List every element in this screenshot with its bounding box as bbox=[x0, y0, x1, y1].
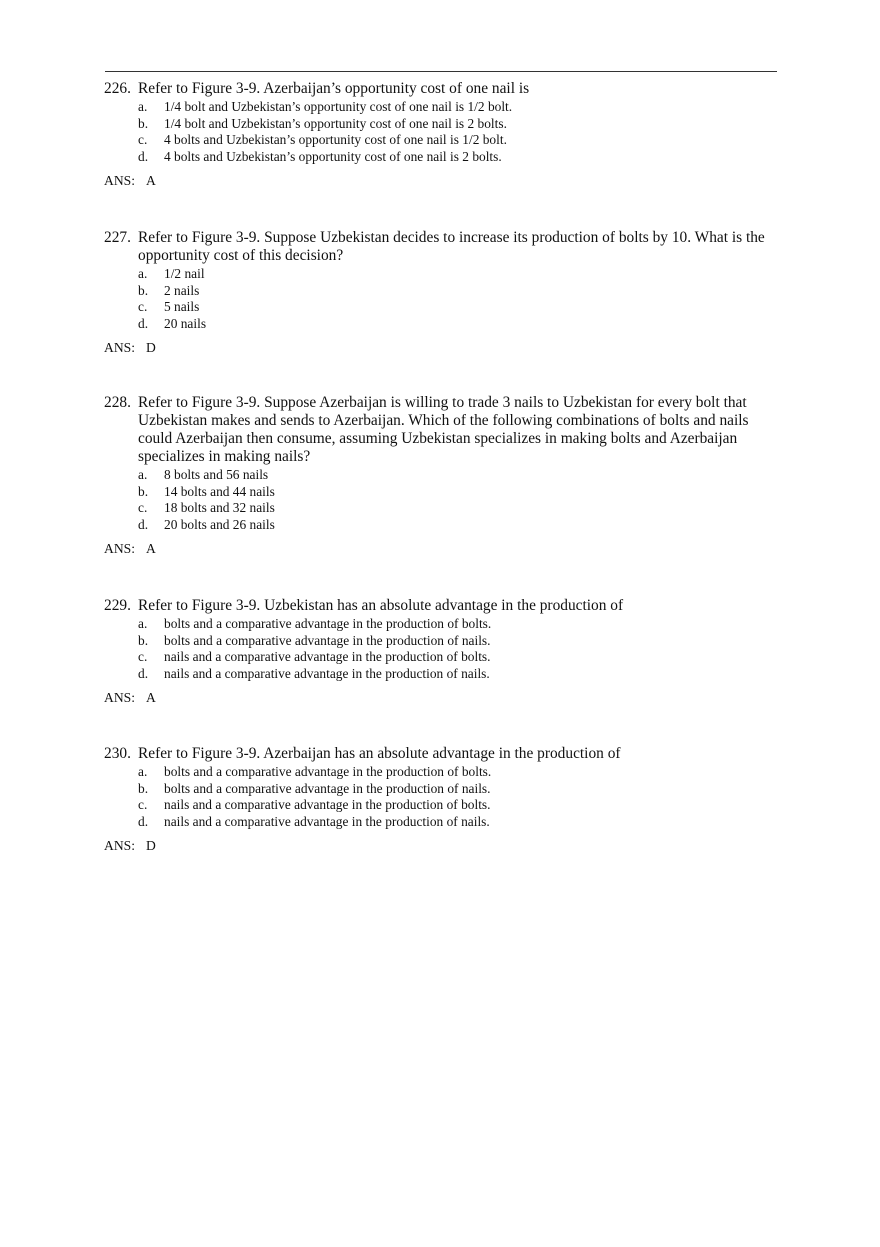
question-230 bbox=[104, 745, 776, 854]
option-a bbox=[138, 266, 776, 283]
option-b bbox=[138, 116, 776, 133]
answer-value: A bbox=[146, 173, 156, 188]
question-stem bbox=[104, 394, 776, 466]
question-stem bbox=[104, 745, 776, 763]
question-text: Refer to Figure 3-9. Azerbaijan’s opportunity cost of one nail is bbox=[138, 80, 530, 97]
option-list bbox=[138, 467, 776, 533]
answer-label: ANS: bbox=[104, 340, 135, 355]
option-text: 1/2 nail bbox=[164, 266, 205, 281]
answer-line bbox=[104, 838, 776, 854]
answer-value: D bbox=[146, 340, 156, 355]
question-text: Refer to Figure 3-9. Suppose Azerbaijan is willing to trade 3 nails to Uzbekistan for every bolt that Uzbekistan makes and sends to Azerbaijan. Which of the following combinations of bolts and nails could Azerbaijan then consume, assuming Uzbekistan specializes in making bolts and Azerbaijan specializes in making nails? bbox=[138, 394, 749, 465]
option-label: c. bbox=[138, 299, 148, 314]
question-number: 229. bbox=[104, 597, 131, 614]
option-a bbox=[138, 467, 776, 484]
option-d bbox=[138, 316, 776, 333]
option-text: 18 bolts and 32 nails bbox=[164, 500, 275, 515]
option-label: b. bbox=[138, 115, 149, 131]
option-b bbox=[138, 484, 776, 501]
answer-label: ANS: bbox=[104, 173, 135, 188]
option-label: b. bbox=[138, 282, 149, 298]
option-label: b. bbox=[138, 780, 149, 796]
option-d bbox=[138, 517, 776, 534]
answer-value: A bbox=[146, 690, 156, 705]
option-text: nails and a comparative advantage in the production of nails. bbox=[164, 665, 490, 681]
option-d bbox=[138, 814, 776, 831]
option-text: 20 bolts and 26 nails bbox=[164, 516, 275, 532]
option-a bbox=[138, 99, 776, 116]
answer-value: A bbox=[146, 541, 156, 556]
question-229 bbox=[104, 597, 776, 706]
option-b bbox=[138, 283, 776, 300]
option-text: bolts and a comparative advantage in the production of bolts. bbox=[164, 764, 492, 779]
option-label: a. bbox=[138, 616, 148, 631]
option-label: d. bbox=[138, 813, 149, 829]
question-stem bbox=[104, 80, 776, 98]
option-text: bolts and a comparative advantage in the production of nails. bbox=[164, 632, 491, 648]
question-number: 227. bbox=[104, 229, 131, 246]
option-a bbox=[138, 764, 776, 781]
option-text: 1/4 bolt and Uzbekistan’s opportunity cost of one nail is 1/2 bolt. bbox=[164, 99, 513, 114]
answer-line bbox=[104, 340, 776, 356]
question-stem bbox=[104, 229, 776, 265]
option-label: a. bbox=[138, 764, 148, 779]
answer-label: ANS: bbox=[104, 838, 135, 853]
question-228 bbox=[104, 394, 776, 557]
option-label: d. bbox=[138, 315, 149, 331]
answer-label: ANS: bbox=[104, 541, 135, 556]
option-text: 4 bolts and Uzbekistan’s opportunity cost of one nail is 1/2 bolt. bbox=[164, 132, 507, 147]
option-a bbox=[138, 616, 776, 633]
option-label: c. bbox=[138, 797, 148, 812]
question-number: 230. bbox=[104, 745, 131, 762]
option-text: 4 bolts and Uzbekistan’s opportunity cost of one nail is 2 bolts. bbox=[164, 148, 502, 164]
option-label: b. bbox=[138, 483, 149, 499]
question-227 bbox=[104, 229, 776, 356]
option-d bbox=[138, 149, 776, 166]
option-b bbox=[138, 781, 776, 798]
question-text: Refer to Figure 3-9. Suppose Uzbekistan decides to increase its production of bolts by 10. What is the opportunity cost of this decision? bbox=[138, 229, 765, 264]
option-text: 2 nails bbox=[164, 282, 200, 298]
option-text: 5 nails bbox=[164, 299, 200, 314]
option-text: nails and a comparative advantage in the production of bolts. bbox=[164, 797, 491, 812]
option-text: 8 bolts and 56 nails bbox=[164, 467, 269, 482]
answer-line bbox=[104, 541, 776, 557]
option-label: d. bbox=[138, 665, 149, 681]
answer-line bbox=[104, 690, 776, 706]
option-label: a. bbox=[138, 99, 148, 114]
header-rule bbox=[105, 71, 777, 72]
option-list bbox=[138, 616, 776, 682]
option-label: b. bbox=[138, 632, 149, 648]
option-d bbox=[138, 666, 776, 683]
option-c bbox=[138, 132, 776, 149]
question-text: Refer to Figure 3-9. Azerbaijan has an absolute advantage in the production of bbox=[138, 745, 621, 762]
question-226 bbox=[104, 80, 776, 189]
question-stem bbox=[104, 597, 776, 615]
question-number: 226. bbox=[104, 80, 131, 97]
option-c bbox=[138, 649, 776, 666]
option-label: c. bbox=[138, 649, 148, 664]
option-list bbox=[138, 764, 776, 830]
option-text: 20 nails bbox=[164, 315, 207, 331]
answer-label: ANS: bbox=[104, 690, 135, 705]
option-text: nails and a comparative advantage in the production of nails. bbox=[164, 813, 490, 829]
option-label: d. bbox=[138, 516, 149, 532]
option-list bbox=[138, 266, 776, 332]
answer-line bbox=[104, 173, 776, 189]
option-label: c. bbox=[138, 500, 148, 515]
option-text: nails and a comparative advantage in the production of bolts. bbox=[164, 649, 491, 664]
option-c bbox=[138, 797, 776, 814]
option-text: 14 bolts and 44 nails bbox=[164, 483, 275, 499]
option-list bbox=[138, 99, 776, 165]
question-number: 228. bbox=[104, 394, 131, 411]
option-label: d. bbox=[138, 148, 149, 164]
option-c bbox=[138, 299, 776, 316]
option-text: 1/4 bolt and Uzbekistan’s opportunity cost of one nail is 2 bolts. bbox=[164, 115, 507, 131]
option-text: bolts and a comparative advantage in the production of bolts. bbox=[164, 616, 492, 631]
option-label: a. bbox=[138, 467, 148, 482]
option-text: bolts and a comparative advantage in the production of nails. bbox=[164, 780, 491, 796]
option-c bbox=[138, 500, 776, 517]
option-b bbox=[138, 633, 776, 650]
question-text: Refer to Figure 3-9. Uzbekistan has an absolute advantage in the production of bbox=[138, 597, 624, 614]
option-label: c. bbox=[138, 132, 148, 147]
option-label: a. bbox=[138, 266, 148, 281]
answer-value: D bbox=[146, 838, 156, 853]
